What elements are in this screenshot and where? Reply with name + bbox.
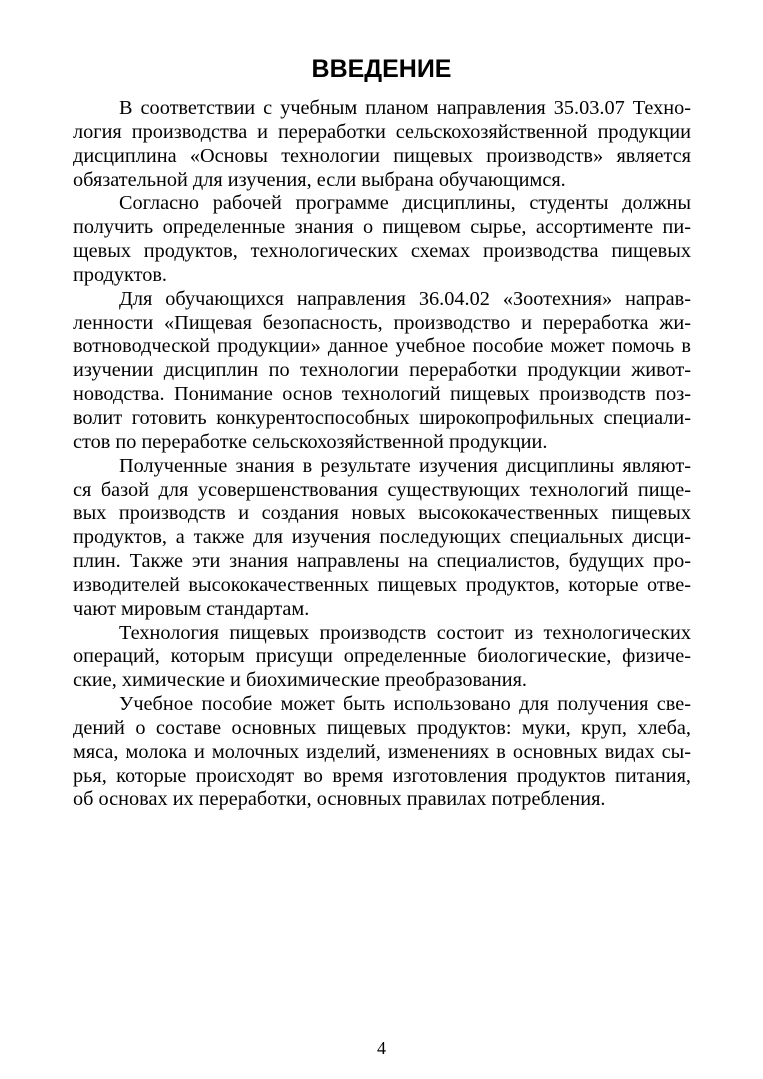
- text-line: операций, которым присущи определенные биологические, физиче-: [73, 645, 691, 668]
- text-line: Полученные знания в результате изучения дисциплины являют-: [119, 454, 691, 477]
- text-line: логия производства и переработки сельскохозяйственной продукции: [73, 120, 691, 143]
- text-line: волит готовить конкурентоспособных широкопрофильных специали-: [73, 406, 691, 429]
- paragraph-4: [73, 455, 691, 622]
- text-line: чают мировым стандартам.: [73, 597, 310, 620]
- text-line: Учебное пособие может быть использовано для получения све-: [119, 693, 691, 716]
- text-line: ленности «Пищевая безопасность, производство и переработка жи-: [73, 311, 691, 334]
- page-title: ВВЕДЕНИЕ: [311, 55, 452, 83]
- paragraph-3: [73, 288, 691, 455]
- text-line: продуктов.: [73, 263, 167, 286]
- text-line: стов по переработке сельскохозяйственной продукции.: [73, 430, 548, 453]
- text-line: Для обучающихся направления 36.04.02 «Зоотехния» направ-: [119, 287, 691, 310]
- text-line: мяса, молока и молочных изделий, изменениях в основных видах сы-: [73, 740, 691, 763]
- text-line: дисциплина «Основы технологии пищевых производств» является: [73, 144, 691, 167]
- text-line: Согласно рабочей программе дисциплины, студенты должны: [119, 192, 691, 215]
- text-line: новодства. Понимание основ технологий пищевых производств поз-: [73, 383, 691, 406]
- text-line: обязательной для изучения, если выбрана обучающимся.: [73, 168, 566, 191]
- paragraph-6: [73, 693, 691, 812]
- text-line: продуктов, а также для изучения последующих специальных дисци-: [73, 526, 691, 549]
- text-line: рья, которые происходят во время изготовления продуктов питания,: [73, 764, 691, 787]
- paragraph-1: [73, 97, 691, 192]
- text-line: дений о составе основных пищевых продуктов: муки, круп, хлеба,: [73, 716, 691, 739]
- body-text: [73, 97, 691, 812]
- text-line: вотноводческой продукции» данное учебное пособие может помочь в: [73, 335, 691, 358]
- text-line: ся базой для усовершенствования существующих технологий пище-: [73, 478, 691, 501]
- text-line: изучении дисциплин по технологии переработки продукции живот-: [73, 359, 691, 382]
- text-line: щевых продуктов, технологических схемах производства пищевых: [73, 240, 691, 263]
- text-line: об основах их переработки, основных правилах потребления.: [73, 788, 606, 811]
- text-line: вых производств и создания новых высококачественных пищевых: [73, 502, 691, 525]
- paragraph-5: [73, 622, 691, 694]
- text-line: ские, химические и биохимические преобразования.: [73, 669, 527, 692]
- text-line: В соответствии с учебным планом направления 35.03.07 Техно-: [119, 97, 691, 119]
- text-line: изводителей высококачественных пищевых продуктов, которые отве-: [73, 573, 691, 596]
- text-line: Технология пищевых производств состоит из технологических: [119, 621, 691, 644]
- paragraph-2: [73, 192, 691, 287]
- page-number: 4: [377, 1038, 386, 1058]
- text-line: получить определенные знания о пищевом сырье, ассортименте пи-: [73, 216, 691, 239]
- text-line: плин. Также эти знания направлены на специалистов, будущих про-: [73, 550, 691, 573]
